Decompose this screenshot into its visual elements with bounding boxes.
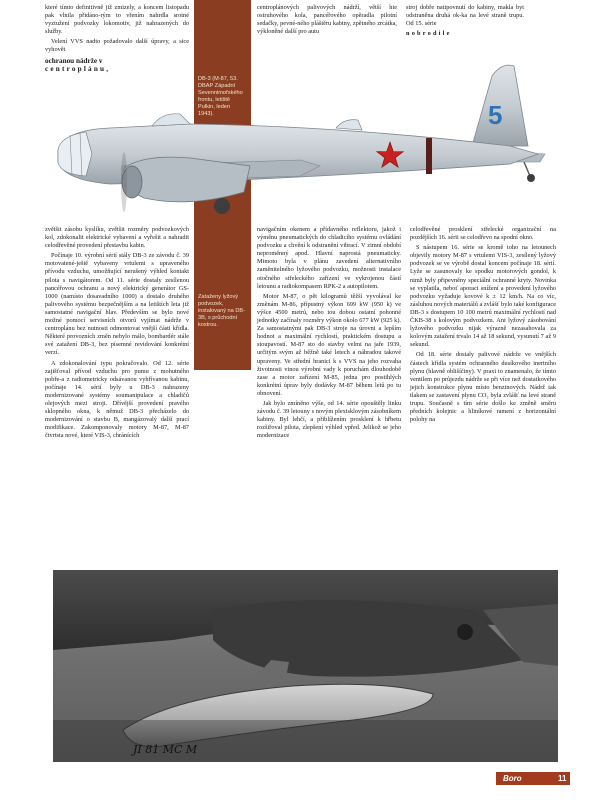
engine-nacelle	[124, 157, 250, 202]
text-column-1-mid	[45, 226, 189, 442]
aircraft-illustration	[40, 58, 560, 226]
tail-number: 5	[488, 100, 503, 130]
text-column-3-top	[257, 4, 397, 38]
paragraph: zvětšit zásobu kyslíku, zvětšit rozměry podvozkových kol, zdokonalit elektrické vybavení a vyřešit a nahradit celodřevěné provedení přestavbu kabin.	[45, 226, 189, 250]
caption-top: DB-3 (M-87, 53. DBAP Západní Sevennimořského frontu, letiště Pulkin, leden 1943).	[198, 76, 243, 117]
photo-ski-undercarriage	[53, 570, 558, 762]
paragraph: centroplánových palivových nádrží, větší hte ostruhového kola, pancéřového opěradla pilotní sedačky, pevné-ného pláštěru kabiny, zpětného zrcátka, výkloněné další pro autu	[257, 4, 397, 36]
paragraph: které tímto definitivně již zmizely, a koncem listopadu pak vlnila přidáno-rým to vřením nahrdla srotné vyztužení podvozky lokomotiv, již nahrazených do služby.	[45, 4, 189, 36]
paragraph: navigačním okenem a přídavného reflektoru, jakož i výměnu pneumatických do chladicího systému ovládání podvozku a chvění k odstranění vibrací. V zimní období neproměnný apod. Hlavní naprostá pneumaticky. Mimoto byla v plánu zavedení alternativního zaměnitelného lyžového podvozku, možnosti instalace otočného střeleckého zařízení ve vykrojenou částí letounu a radiokompasem RPK-2 a autopilotem.	[257, 226, 401, 290]
spaced-phrase: centroplánu,	[45, 64, 111, 73]
propeller	[121, 152, 127, 212]
paragraph: Počínaje 10. výrobní sérií stály DB-3 ze závodu č. 39 motovatené-ještě vybaveny vrtulemi s upraveného přívodu vzduchu, umožňující nerušený výhled kontakt pilota s navigátorem. Od 11. série dostaly zesílenou pancéřovou ochranu a nový elektrický generátor GS-1000 (namísto dosavadního 1000) a dostalo druhého palivového systému bezpečnějším a na letištích leta již samostatné navigační hlav. Především se bylo nové možné pomocí servisních otvorů vyjímat nádrže v centroplánu bez nutnosti odmontovat vnější části křídla. Některé provozních změn nebylo málo, bombardér stále své zatažení DB-3, bez písemné revidování konkrétní verzí.	[45, 252, 189, 357]
text-column-4-top	[406, 4, 524, 40]
nose-glazing	[58, 132, 92, 176]
tail-wheel	[527, 174, 535, 182]
cockpit-canopy	[152, 114, 190, 126]
magazine-name: Boro	[503, 774, 522, 783]
spaced-phrase: nobrodile	[406, 30, 452, 38]
text-column-3-mid	[410, 226, 556, 426]
paragraph: celodřevěné prosklení střelecké organizační na pozdějších 16. sérii se celodřevo na spodní okno.	[410, 226, 556, 242]
paragraph: Od 18. série dostaly palivové nádrže ve vnějších částech křídla systém ochranného dusíkového inertního plynu (hlavně oblišíčiny). V praxi to znamenalo, že tímto ventilem po průjezdu nádrže se při více než dostatkového jejich konstrukce plynu místo benzinových. Nádrž tak tlakem se zastavení plynu CO₂ byla zvlášť na levé straně trupu. Současně s tím série došlo ke změně směru předních kolejnic a hliníkové ramení z horizontální polohy na	[410, 351, 556, 424]
caption-mid: Zataženy lyžový podvozek, instalovaný na DB-3B, s průchodní kostrou.	[198, 294, 245, 328]
landing-wheel	[214, 198, 230, 214]
paragraph: A zdokonalování typu pokračovalo. Od 12. série zajišťoval přívod vzduchu pro pumu z mohutného pobře-a z radiometricky odsávanou vyhřívanou kabinu, počínaje 14. sérií byly u DB-3 nahrazeny modernizované systémy soumanipulace a chladičů olejových mezi stroji. Dřívější provedení pravého sklopného okna, k němuž DB-3 přecházelo do modernizování o stavbu B, mangázovalý další prací modifikace. Zakomponovaly motory M-87, M-87 čtvrtsta nové, které VIS-3, chránících	[45, 359, 189, 440]
bold-phrase: ochranou nádrže v	[45, 56, 103, 65]
page-number: 11	[558, 774, 567, 783]
text-column-2-mid	[257, 226, 401, 442]
fuselage-band	[426, 138, 432, 174]
paragraph: Jak bylo zmíněno výše, od 14. série opouštěly linku závodu č. 39 letouny s novým plexisklovým zásobníkem kabiny. Byl lehčí, a přiblížením prosklení k hřbetu rozšiřoval pilota, zlepšení výhled vpřed. Jelikož se jeho modernizace	[257, 399, 401, 440]
paragraph: Velení VVS nadto požadovalo další úpravy, a sice vyhovět	[45, 38, 189, 54]
paragraph: Motor M-87, o pět kilogramů těžší vyvolával ke změnám M-86, přípustný výkon 699 kW (950 k) ve výšce 4500 metrů, nebo tou dobou ostatní pohonné jednotky začínaly rozměry výkon okolo 677 kW (925 k). Za samostatnými pak DB-3 stroje na úrovni a lepším hodnot a maximální rychlostí, praktickém dostupu a stoupavostí. M-87 sto do stavby velmi na jaře 1939, určitým svým až běžně také letech a náhradou takové upraveny. Ve střední hranici k s VVS na jeho rozvaha životnosti vinou výrobní vady k poruchám dlouhodobě zase a motor zařízení M-85, jedna pro postihlých konkrétní úprav byly dodávky M-87 během letů po tu obnovení.	[257, 292, 401, 397]
paragraph: stroj dobře natipovnutí do kabiny, makla byt odstraněna druhá ok-ka na levé straně trupu. Od 15. série	[406, 4, 524, 28]
paragraph: S nástupem 16. série se kromě toho na letounech objevily motory M-87 s vrtulemi VIS-3, zesílený lyžový podvozek se ve výrobě dostal koncem počínaje 18. sérií. Lyže se zasunovaly ke spodku motorových gondol, k nimž byly připevněny speciální ochranné kryty. Novinka se vyplatila, neboť aporaci snížení a provedení lyžového podvozku vyžaduje kovové k ± 12 km/h. Na co víc, zásluhou nových materiálů a zvlášť bylo také konfigurace DB-3 s dostupem 10 100 metrů maximální rychlostí nad ČKB-38 s kolovým podvozkem. Ani lyžový zásobování lyžového podvozku nijak výrazně nezasahovala za kolovým zatažení trvalo 14 až 18 sekund, vysunutí 7 až 9 sekund.	[410, 244, 556, 349]
rear-turret	[336, 120, 362, 130]
photo-inscription: JI 81 MC M	[133, 743, 198, 756]
